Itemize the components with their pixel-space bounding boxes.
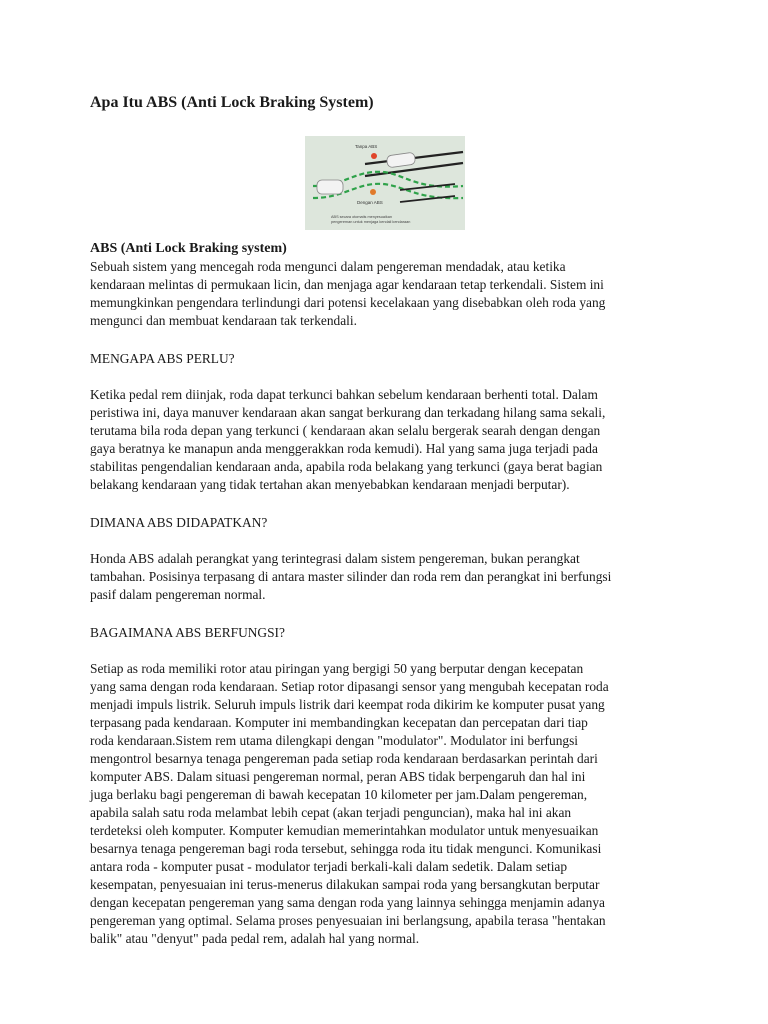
figure-caption-2: pengereman untuk menjaga kendali kendaraan xyxy=(331,220,411,224)
section-subtitle: ABS (Anti Lock Braking system) xyxy=(90,241,287,256)
car-bottom-icon xyxy=(317,180,343,194)
label-dengan-abs: Dengan ABS xyxy=(357,200,383,205)
paragraph-dimana: Honda ABS adalah perangkat yang terintegrasi dalam sistem pengereman, bukan perangkat tambahan. Posisinya terpasang di antara master silinder dan roda rem dan perangkat ini berfungsi pasif dalam pengereman normal. xyxy=(90,551,612,602)
figure-caption-1: ABS secara otomatis menyesuaikan xyxy=(331,215,392,219)
heading-dimana: DIMANA ABS DIDAPATKAN? xyxy=(90,515,268,530)
brake-point-icon xyxy=(371,153,377,159)
heading-mengapa: MENGAPA ABS PERLU? xyxy=(90,351,235,366)
page-title: Apa Itu ABS (Anti Lock Braking System) xyxy=(90,94,374,111)
intro-paragraph: Sebuah sistem yang mencegah roda mengunci dalam pengereman mendadak, atau ketika kendaraan melintas di permukaan licin, dan menjaga agar kendaraan tetap terkendali. Sistem ini memungkinkan pengendara terlindungi dari potensi kecelakaan yang disebabkan oleh roda yang mengunci dan membuat kendaraan tak terkendali. xyxy=(90,259,606,328)
abs-illustration xyxy=(305,136,465,230)
abs-point-icon xyxy=(370,189,376,195)
document-content xyxy=(90,92,690,948)
paragraph-bagaimana: Setiap as roda memiliki rotor atau piringan yang bergigi 50 yang berputar dengan kecepatan yang sama dengan roda kendaraan. Setiap rotor dipasangi sensor yang mengubah kecepatan roda menjadi impuls listrik. Seluruh impuls listrik dari keempat roda dikirim ke komputer pusat yang terpasang pada kendaraan. Komputer ini membandingkan kecepatan dan percepatan dari tiap roda kendaraan.Sistem rem utama dilengkapi dengan "modulator". Modulator ini berfungsi mengontrol besarnya tenaga pengereman pada setiap roda kendaraan berdasarkan perintah dari komputer ABS. Dalam situasi pengereman normal, peran ABS tidak berpengaruh dan hal ini juga berlaku bagi pengereman di bawah kecepatan 10 kilometer per jam.Dalam pengereman, apabila salah satu roda melambat lebih cepat (akan terjadi penguncian), maka hal ini akan terdeteksi oleh komputer. Komputer kemudian memerintahkan modulator untuk menyesuaikan besarnya tenaga pengereman bagi roda tersebut, sehingga roda itu tidak mengunci. Komunikasi antara roda - komputer pusat - modulator terjadi berkali-kali dalam sedetik. Dalam setiap kesempatan, penyesuaian ini terus-menerus dilakukan sampai roda yang bersangkutan berputar dengan kecepatan pengereman yang sama dengan roda yang lainnya sehingga menjamin adanya pengereman yang optimal. Selama proses penyesuaian ini berlangsung, apabila terasa "hentakan balik" atau "denyut" pada pedal rem, adalah hal yang normal. xyxy=(90,661,609,946)
heading-bagaimana: BAGAIMANA ABS BERFUNGSI? xyxy=(90,625,285,640)
abs-diagram-svg xyxy=(305,136,465,230)
paragraph-mengapa: Ketika pedal rem diinjak, roda dapat terkunci bahkan sebelum kendaraan berhenti total. Dalam peristiwa ini, daya manuver kendaraan akan sangat berkurang dan terkadang hilang sama sekali, terutama bila roda depan yang terkunci ( kendaraan akan selalu bergerak searah dengan dengan gaya beratnya ke manapun anda menggerakkan roda kemudi). Hal yang sama juga terjadi pada stabilitas pengendalian kendaraan anda, apabila roda belakang yang terkunci (gaya berat bagian belakang kendaraan yang tidak tertahan akan menyebabkan kendaraan menjadi berputar). xyxy=(90,387,606,492)
label-tanpa-abs: Tanpa ABS xyxy=(355,144,378,149)
